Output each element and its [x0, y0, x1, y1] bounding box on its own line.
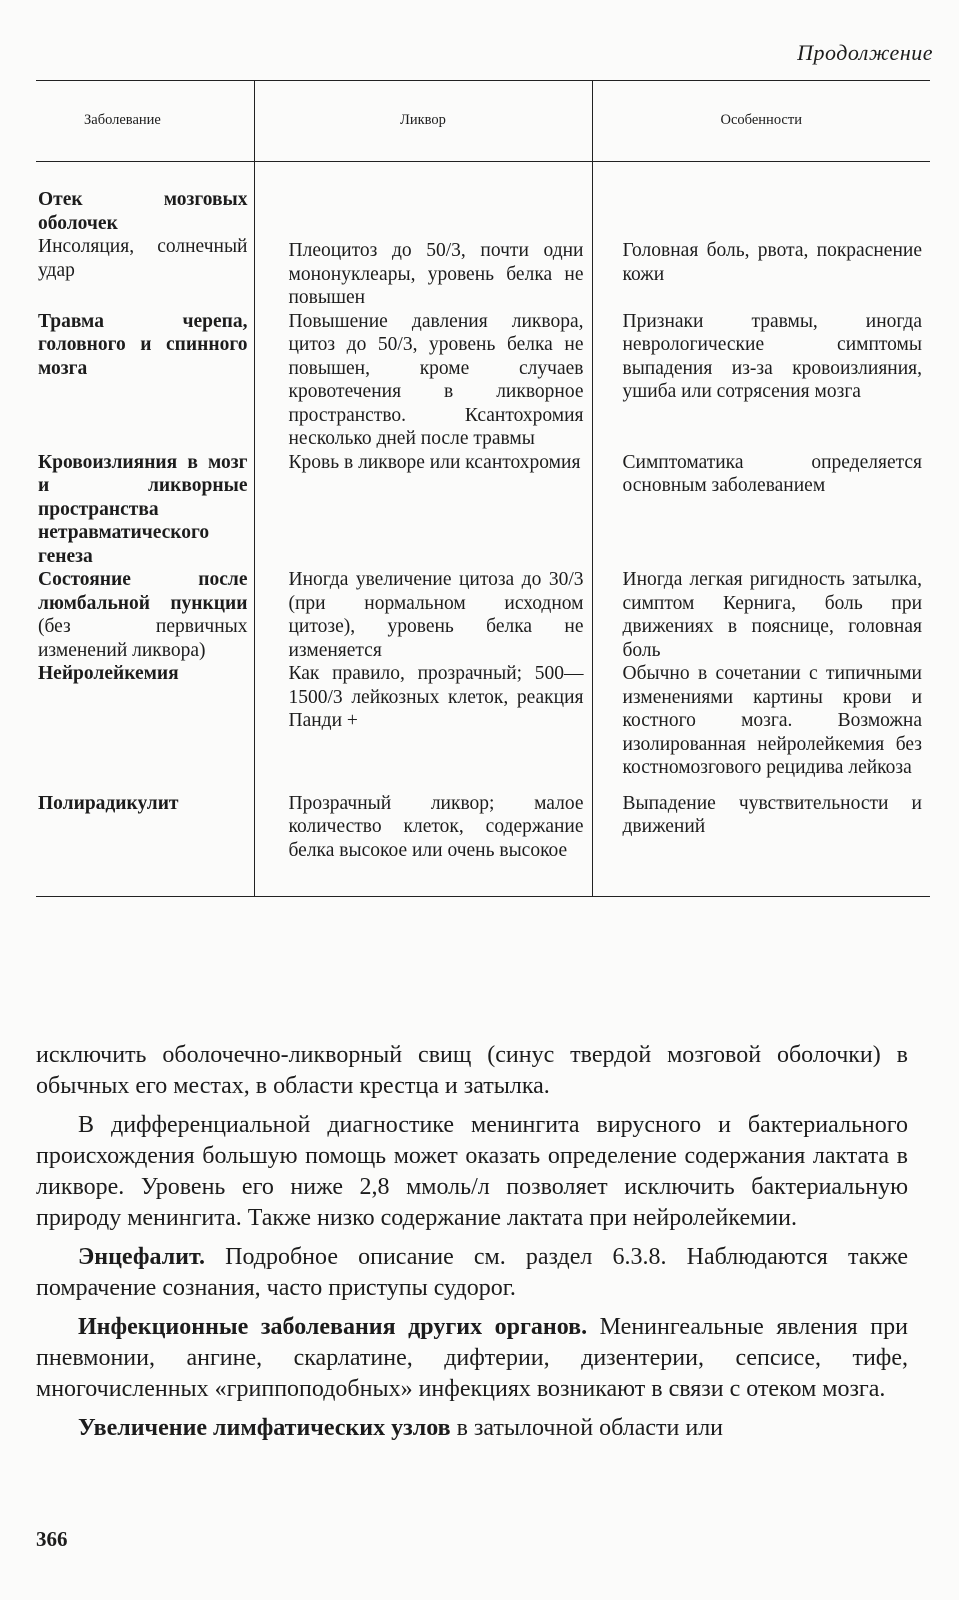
disease-cell: Полирадикулит — [36, 792, 254, 897]
disease-cell: Нейролейкемия — [38, 663, 179, 684]
features-cell — [592, 188, 930, 235]
features-cell: Выпадение чувствительности и движений — [592, 792, 930, 897]
paragraph — [36, 1413, 908, 1444]
paragraph: В дифференциальной диагностике менингита вирусного и бактериального происхождения большую помощь может оказать определение содержания лактата в ликворе. Уровень его ниже 2,8 ммоль/л позволяет исключить бактериальную природу менингита. Также низко содержание лактата при нейролейкемии. — [36, 1112, 908, 1231]
features-cell: Головная боль, рвота, покраснение кожи — [592, 235, 930, 310]
paragraph-text: в затылочной области или — [450, 1415, 724, 1441]
paragraph: исключить оболочечно-ликворный свищ (синус твердой мозговой оболочки) в обычных его местах, в области крестца и затылка. — [36, 1042, 908, 1099]
table-row — [36, 792, 930, 897]
table-header-row — [36, 81, 930, 162]
liquor-cell: Иногда увеличение цитоза до 30/3 (при нормальном исходном цитозе), уровень белка не изменяется — [254, 568, 592, 662]
paragraph-text: Подробное описание см. раздел 6.3.8. Наблюдаются также помрачение сознания, часто приступы судорог. — [36, 1244, 908, 1301]
liquor-cell: Прозрачный ликвор; малое количество клеток, содержание белка высокое или очень высокое — [254, 792, 592, 897]
diagnosis-table — [36, 80, 930, 897]
paragraph-heading: Энцефалит. — [78, 1244, 205, 1270]
table-row — [36, 310, 930, 451]
disease-cell: Отек мозговых оболочек — [38, 189, 248, 234]
liquor-cell — [254, 188, 592, 235]
table-row — [36, 235, 930, 310]
features-cell: Признаки травмы, иногда неврологические симптомы выпадения из-за кровоизлияния, ушиба или сотрясения мозга — [592, 310, 930, 451]
header-liquor: Ликвор — [254, 81, 592, 162]
paragraph — [36, 1242, 908, 1304]
disease-name: Состояние после люмбальной пункции — [38, 569, 248, 614]
disease-note: (без первичных изменений ликвора) — [38, 616, 248, 661]
paragraph-heading: Увеличение лимфатических узлов — [78, 1415, 451, 1441]
liquor-cell: Кровь в ликворе или ксантохромия — [254, 451, 592, 569]
disease-cell: Инсоляция, солнечный удар — [38, 236, 248, 281]
header-features: Особенности — [592, 81, 930, 162]
disease-cell: Травма черепа, головного и спинного мозга — [38, 310, 248, 379]
table-row — [36, 451, 930, 569]
table-row — [36, 188, 930, 235]
page-number: 366 — [36, 1527, 68, 1551]
features-cell: Иногда легкая ригидность затылка, симптом Кернига, боль при движениях в пояснице, головная боль — [592, 568, 930, 662]
paragraph-heading: Инфекционные заболевания других органов. — [78, 1314, 588, 1340]
table-row — [36, 662, 930, 792]
disease-cell — [36, 568, 254, 662]
liquor-cell: Плеоцитоз до 50/3, почти одни мононуклеары, уровень белка не повышен — [254, 235, 592, 310]
disease-cell: Кровоизлияния в мозг и ликворные пространства нетравматического генеза — [38, 451, 248, 567]
paragraph-text: Менингеальные явления при пневмонии, ангине, скарлатине, дифтерии, дизентерии, сепсисе, тифе, многочисленных «гриппоподобных» инфекциях возникают в связи с отеком мозга. — [36, 1314, 908, 1402]
continuation-label: Продолжение — [797, 40, 933, 65]
features-cell: Симптоматика определяется основным заболеванием — [592, 451, 930, 569]
header-disease: Заболевание — [36, 81, 254, 162]
liquor-cell: Повышение давления ликвора, цитоз до 50/3, уровень белка не повышен, кроме случаев кровотечения в ликворное пространство. Ксантохромия несколько дней после травмы — [254, 310, 592, 451]
table-row — [36, 568, 930, 662]
liquor-cell: Как правило, прозрачный; 500—1500/3 лейкозных клеток, реакция Панди + — [254, 662, 592, 792]
features-cell: Обычно в сочетании с типичными изменениями картины крови и костного мозга. Возможна изолированная нейролейкемия без костномозгового рецидива лейкоза — [592, 662, 930, 792]
body-text — [36, 1040, 908, 1452]
paragraph — [36, 1312, 908, 1405]
